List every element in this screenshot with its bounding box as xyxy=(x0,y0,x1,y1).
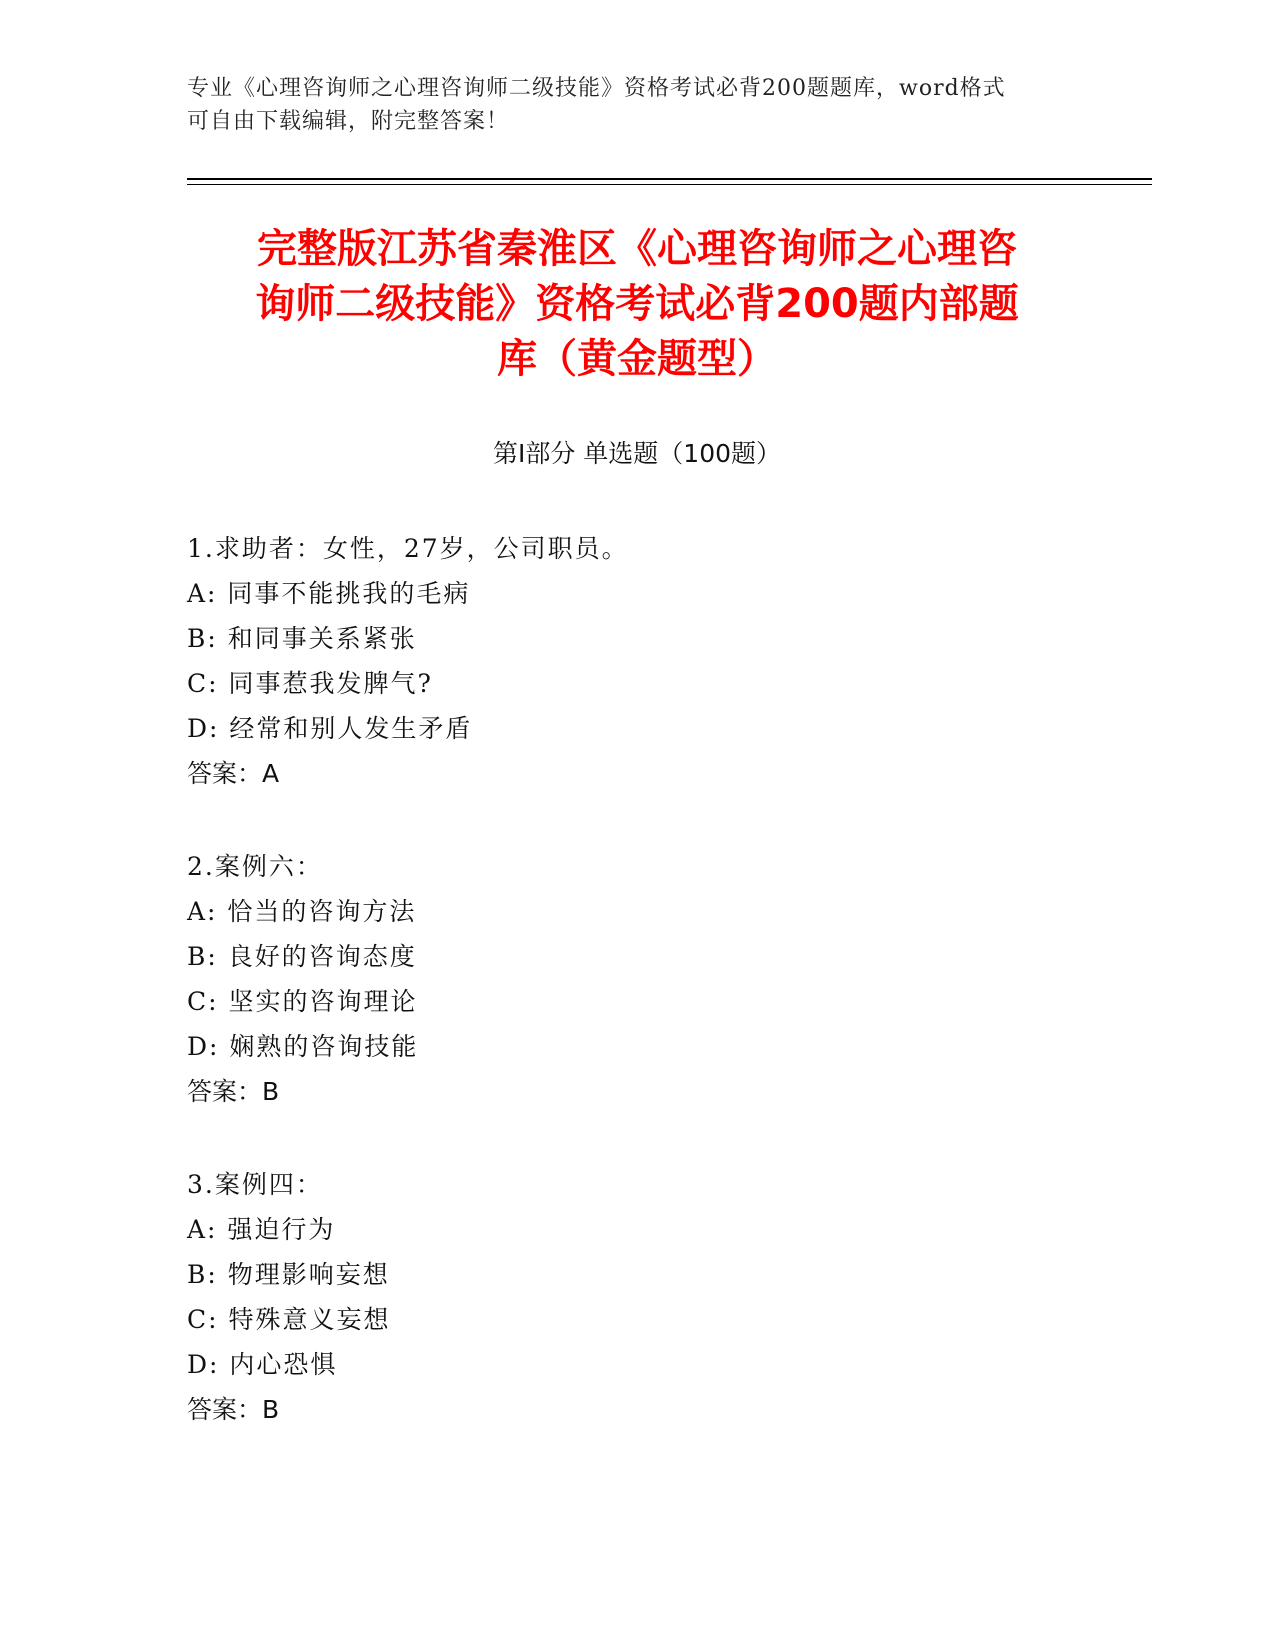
answer-line: 答案：A xyxy=(187,759,280,788)
question-2 xyxy=(187,844,1087,1114)
intro-line-1: 专业《心理咨询师之心理咨询师二级技能》资格考试必背200题题库，word格式 xyxy=(187,76,1006,101)
option-c: C: 坚实的咨询理论 xyxy=(187,987,418,1016)
header-divider-thick xyxy=(187,178,1152,180)
option-c: C: 特殊意义妄想 xyxy=(187,1305,391,1334)
title-line-1: 完整版江苏省秦淮区《心理咨询师之心理咨 xyxy=(257,226,1017,272)
option-c: C: 同事惹我发脾气? xyxy=(187,669,433,698)
question-stem: 1.求助者：女性，27岁，公司职员。 xyxy=(187,534,629,563)
option-d: D: 内心恐惧 xyxy=(187,1350,338,1379)
document-title xyxy=(187,222,1087,387)
option-a: A: 恰当的咨询方法 xyxy=(187,897,417,926)
question-3 xyxy=(187,1162,1087,1432)
option-d: D: 经常和别人发生矛盾 xyxy=(187,714,473,743)
title-line-3: 库（黄金题型） xyxy=(497,336,777,382)
option-b: B: 和同事关系紧张 xyxy=(187,624,417,653)
intro-line-2: 可自由下载编辑，附完整答案！ xyxy=(187,109,510,134)
header-divider-thin xyxy=(187,184,1152,185)
document-intro xyxy=(187,72,1077,138)
option-d: D: 娴熟的咨询技能 xyxy=(187,1032,419,1061)
question-1 xyxy=(187,526,1087,796)
section-heading: 第Ⅰ部分 单选题（100题） xyxy=(492,439,782,468)
title-line-2: 询师二级技能》资格考试必背200题内部题 xyxy=(255,281,1019,327)
answer-line: 答案：B xyxy=(187,1077,280,1106)
option-a: A: 强迫行为 xyxy=(187,1215,336,1244)
answer-line: 答案：B xyxy=(187,1395,280,1424)
question-stem: 3.案例四： xyxy=(187,1170,323,1199)
option-b: B: 良好的咨询态度 xyxy=(187,942,417,971)
question-stem: 2.案例六： xyxy=(187,852,323,881)
option-a: A: 同事不能挑我的毛病 xyxy=(187,579,471,608)
option-b: B: 物理影响妄想 xyxy=(187,1260,390,1289)
